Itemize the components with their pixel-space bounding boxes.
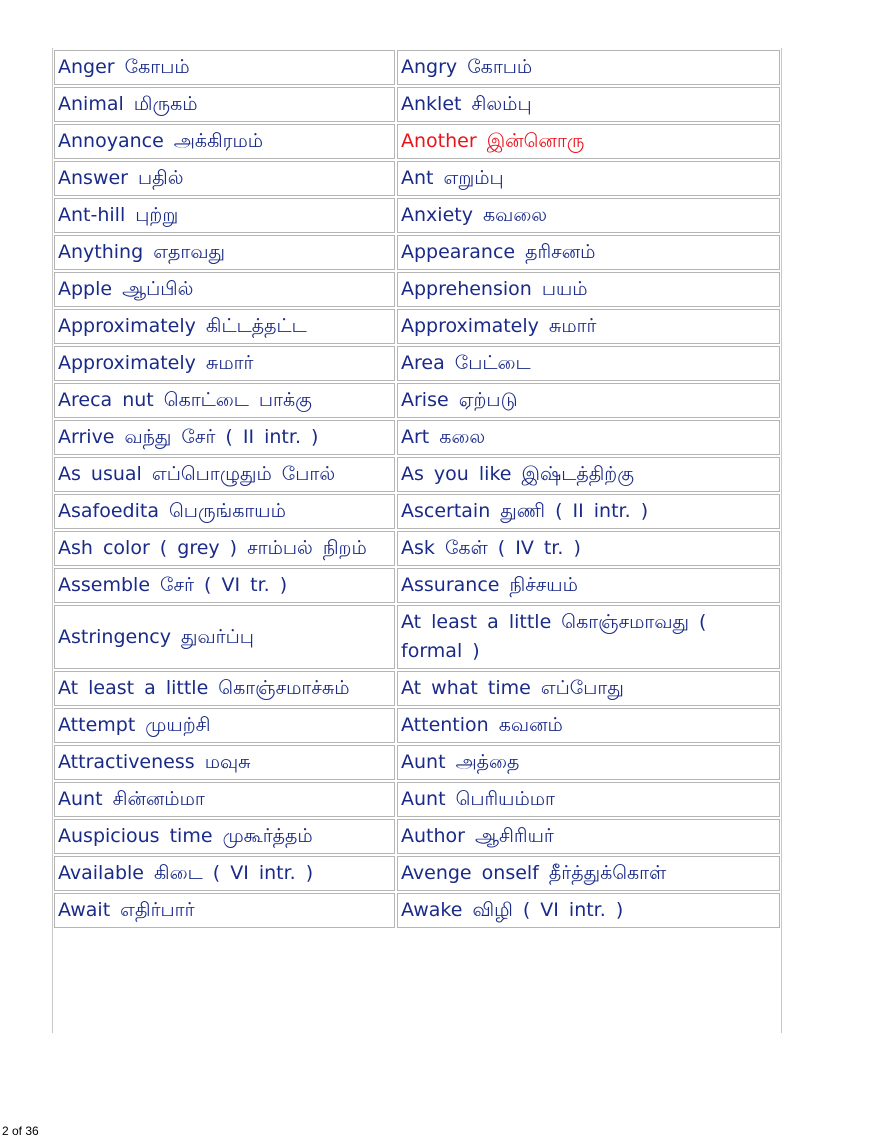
entry-cell-left: Attractiveness மவுசு (54, 745, 395, 780)
entry-cell-right: Ask கேள் ( IV tr. ) (397, 531, 780, 566)
table-row (54, 50, 780, 85)
entry-cell-left: Attempt முயற்சி (54, 708, 395, 743)
entry-cell-right: Area பேட்டை (397, 346, 780, 381)
entry-cell-right: Avenge onself தீர்த்துக்கொள் (397, 856, 780, 891)
table-row (54, 494, 780, 529)
entry-cell-left: Areca nut கொட்டை பாக்கு (54, 383, 395, 418)
entry-cell-left: Arrive வந்து சேர் ( II intr. ) (54, 420, 395, 455)
entry-cell-right: Ascertain துணி ( II intr. ) (397, 494, 780, 529)
table-row (54, 605, 780, 669)
entry-cell-right: Ant எறும்பு (397, 161, 780, 196)
entry-cell-left: Asafoedita பெருங்காயம் (54, 494, 395, 529)
entry-cell-right: Appearance தரிசனம் (397, 235, 780, 270)
entry-cell-left: Approximately சுமார் (54, 346, 395, 381)
table-row (54, 531, 780, 566)
table-row (54, 782, 780, 817)
table-row (54, 309, 780, 344)
entry-cell-left: Aunt சின்னம்மா (54, 782, 395, 817)
table-row (54, 671, 780, 706)
entry-cell-right: Arise ஏற்படு (397, 383, 780, 418)
table-row (54, 124, 780, 159)
entry-cell-left: Annoyance அக்கிரமம் (54, 124, 395, 159)
entry-cell-left: Astringency துவர்ப்பு (54, 605, 395, 669)
table-row (54, 161, 780, 196)
entry-cell-left: Available கிடை ( VI intr. ) (54, 856, 395, 891)
entry-cell-right: Apprehension பயம் (397, 272, 780, 307)
entry-cell-right: As you like இஷ்டத்திற்கு (397, 457, 780, 492)
entry-cell-left: Ant-hill புற்று (54, 198, 395, 233)
entry-cell-left: Animal மிருகம் (54, 87, 395, 122)
vocabulary-table (52, 48, 782, 930)
entry-cell-right: Art கலை (397, 420, 780, 455)
vocabulary-table-body (54, 50, 780, 928)
entry-cell-right: Approximately சுமார் (397, 309, 780, 344)
table-row (54, 568, 780, 603)
entry-cell-right: Assurance நிச்சயம் (397, 568, 780, 603)
table-row (54, 272, 780, 307)
table-row (54, 383, 780, 418)
entry-cell-right: Awake விழி ( VI intr. ) (397, 893, 780, 928)
entry-cell-right: Anklet சிலம்பு (397, 87, 780, 122)
page-number: 2 of 36 (2, 1124, 39, 1138)
entry-cell-left: Approximately கிட்டத்தட்ட (54, 309, 395, 344)
entry-cell-right: Aunt பெரியம்மா (397, 782, 780, 817)
entry-cell-left: Ash color ( grey ) சாம்பல் நிறம் (54, 531, 395, 566)
entry-cell-right: At least a little கொஞ்சமாவது ( formal ) (397, 605, 780, 669)
table-row (54, 87, 780, 122)
entry-cell-left: Await எதிர்பார் (54, 893, 395, 928)
table-row (54, 856, 780, 891)
entry-cell-left: As usual எப்பொழுதும் போல் (54, 457, 395, 492)
entry-cell-right: Attention கவனம் (397, 708, 780, 743)
table-row (54, 420, 780, 455)
entry-cell-right: Author ஆசிரியர் (397, 819, 780, 854)
entry-cell-left: Apple ஆப்பில் (54, 272, 395, 307)
table-row (54, 708, 780, 743)
entry-cell-left: Anger கோபம் (54, 50, 395, 85)
table-row (54, 819, 780, 854)
entry-cell-left: Anything எதாவது (54, 235, 395, 270)
entry-cell-left: Auspicious time முகூர்த்தம் (54, 819, 395, 854)
entry-cell-right: Aunt அத்தை (397, 745, 780, 780)
entry-cell-right: Another இன்னொரு (397, 124, 780, 159)
entry-cell-right: Anxiety கவலை (397, 198, 780, 233)
table-row (54, 745, 780, 780)
table-row (54, 457, 780, 492)
table-row (54, 235, 780, 270)
vocabulary-sheet (52, 48, 782, 930)
entry-cell-left: At least a little கொஞ்சமாச்சும் (54, 671, 395, 706)
entry-cell-left: Assemble சேர் ( VI tr. ) (54, 568, 395, 603)
table-row (54, 893, 780, 928)
entry-cell-right: Angry கோபம் (397, 50, 780, 85)
entry-cell-right: At what time எப்போது (397, 671, 780, 706)
entry-cell-left: Answer பதில் (54, 161, 395, 196)
table-row (54, 198, 780, 233)
table-row (54, 346, 780, 381)
